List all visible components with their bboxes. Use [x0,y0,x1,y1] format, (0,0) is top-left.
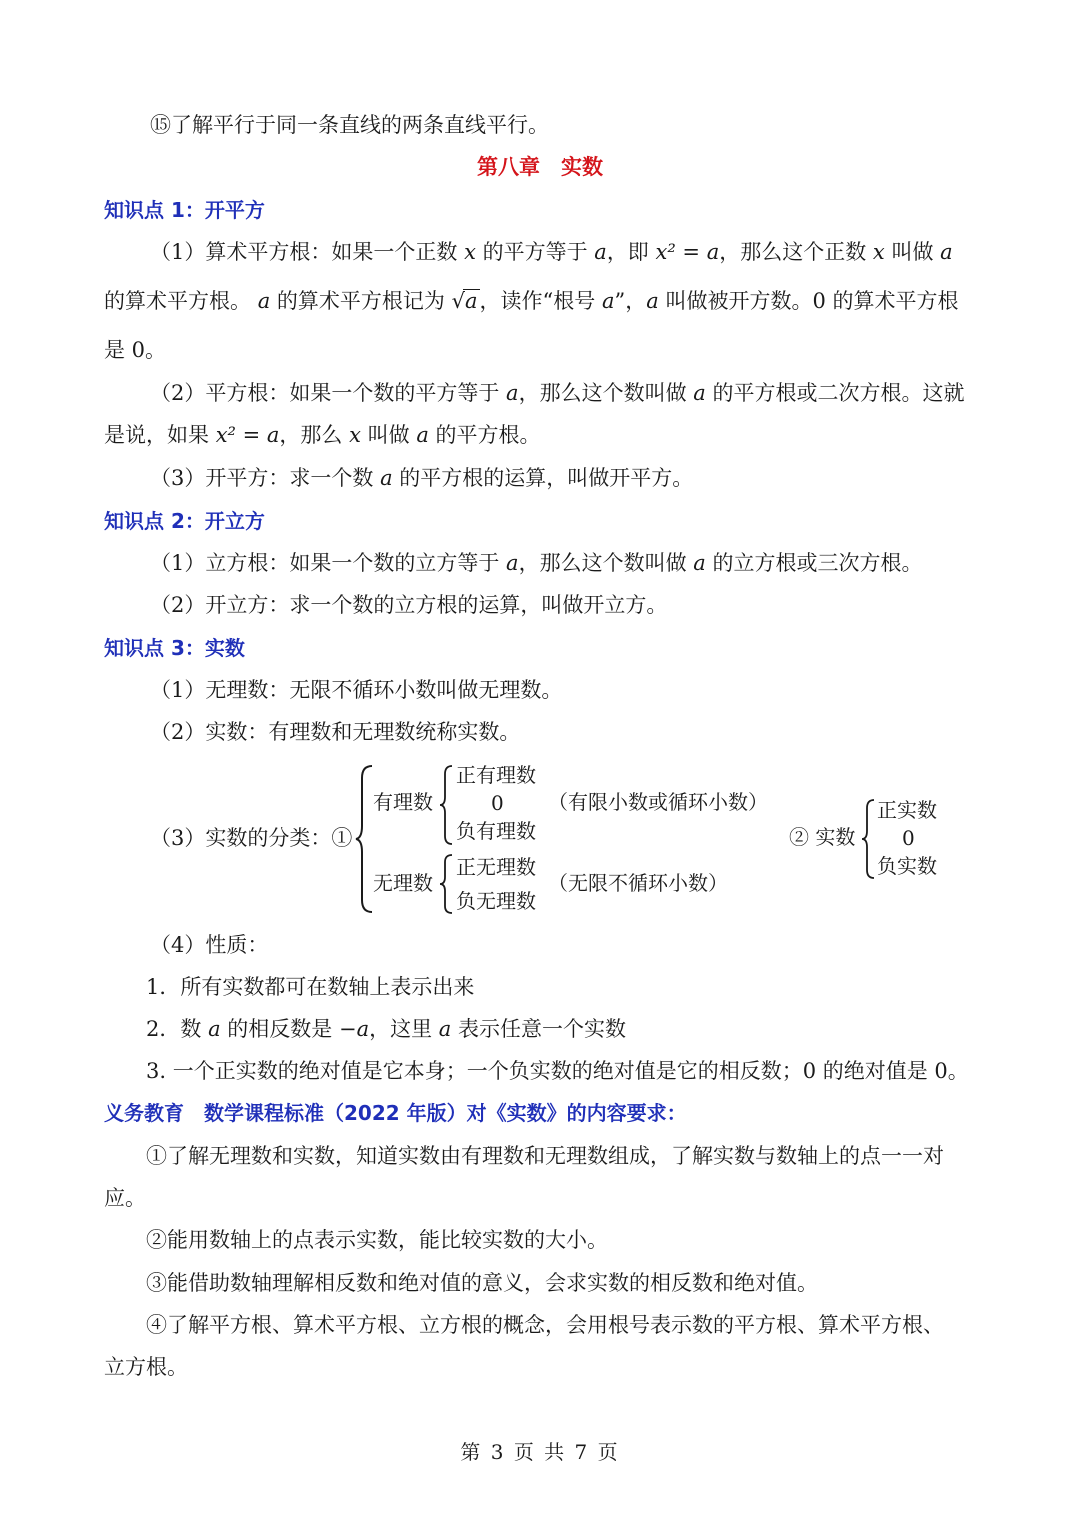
rational-note: （有限小数或循环小数） [548,790,768,814]
standard-heading: 义务教育 数学课程标准（2022 年版）对《实数》的内容要求： [104,1101,687,1125]
text: （3）开平方：求一个数 [150,466,374,490]
pos-rational: 正有理数 [456,763,536,787]
k1-p2-line2 [104,420,541,450]
text: ，读作“根号 [479,289,596,313]
math-x: x [464,240,476,264]
k1-p1-line2 [104,286,959,316]
pos-real: 正实数 [877,798,937,822]
classification-label: （3）实数的分类：① [150,826,353,850]
irrational-label: 无理数 [373,871,433,895]
text: 表示任意一个实数 [458,1017,626,1041]
text: 的算术平方根。 [104,289,251,313]
k1-p1-line3: 是 0。 [104,338,167,362]
k2-p2: （2）开立方：求一个数的立方根的运算，叫做开立方。 [150,593,668,617]
k1-p1-line1 [150,237,953,267]
text: 的相反数是 [227,1017,333,1041]
text: 的立方根或三次方根。 [712,551,923,575]
irrational-brace-icon [438,853,454,915]
math-equation: x² = a [655,240,720,264]
math-x: x [872,240,885,264]
text: 的平方等于 [482,240,588,264]
k1-p2-line1 [150,378,964,408]
math-a: a [693,381,706,405]
k3-heading: 知识点 3：实数 [104,636,245,660]
text: 叫做 [367,423,410,447]
rational-label: 有理数 [373,790,433,814]
neg-irrational: 负无理数 [456,889,536,913]
text: ，这里 [369,1017,433,1041]
text: 的算术平方根记为 [276,289,445,313]
text: 叫做被开方数。0 的算术平方根 [665,289,959,313]
text: ，那么这个数叫做 [518,381,687,405]
standard-r2: ②能用数轴上的点表示实数，能比较实数的大小。 [146,1228,608,1252]
chapter-title: 第八章 实数 [477,155,603,179]
k2-heading: 知识点 2：开立方 [104,509,265,533]
text: 2．数 [146,1017,202,1041]
text: 的平方根的运算，叫做开平方。 [399,466,694,490]
text: 叫做 [891,240,934,264]
k3-p1: （1）无理数：无限不循环小数叫做无理数。 [150,678,563,702]
k1-p3 [150,463,693,493]
pos-irrational: 正无理数 [456,855,536,879]
prop-2 [146,1014,626,1044]
standard-r4-line1: ④了解平方根、算术平方根、立方根的概念，会用根号表示数的平方根、算术平方根、 [146,1313,944,1337]
text: ，那么这个数叫做 [518,551,687,575]
irrational-note: （无限不循环小数） [548,871,728,895]
math-a: a [601,289,615,313]
text: ，那么这个正数 [719,240,867,264]
math-x: x [349,423,361,447]
math-a: a [594,240,607,264]
zero-real: 0 [902,826,915,850]
text: 是说，如果 [104,423,209,447]
k3-p4: （4）性质： [150,933,269,957]
real-brace-icon [860,798,876,880]
intro-item: ⑮了解平行于同一条直线的两条直线平行。 [150,113,549,137]
math-a: a [940,240,953,264]
k3-p2: （2）实数：有理数和无理数统称实数。 [150,720,521,744]
text: ，即 [606,240,649,264]
prop-3: 3. 一个正实数的绝对值是它本身；一个负实数的绝对值是它的相反数；0 的绝对值是 0。 [146,1059,969,1083]
text: ”， [614,289,647,313]
text: 的平方根或二次方根。这就 [712,381,965,405]
page-footer: 第 3 页 共 7 页 [460,1440,620,1464]
standard-r1-line2: 应。 [104,1186,146,1210]
radical-sign: √ [451,289,465,313]
text: （1）立方根：如果一个数的立方等于 [150,551,500,575]
zero-rational: 0 [491,791,504,815]
math-equation: x² = a [215,423,280,447]
standard-r3: ③能借助数轴理解相反数和绝对值的意义，会求实数的相反数和绝对值。 [146,1271,818,1295]
text: 的平方根。 [435,423,541,447]
text: ，那么 [279,423,343,447]
standard-r1-line1: ①了解无理数和实数，知道实数由有理数和无理数组成，了解实数与数轴上的点一一对 [146,1144,944,1168]
standard-r4-line2: 立方根。 [104,1355,188,1379]
math-a: a [208,1017,221,1041]
k1-heading: 知识点 1：开平方 [104,198,265,222]
neg-real: 负实数 [877,854,937,878]
math-a: a [646,289,659,313]
k2-p1 [150,548,922,578]
text: （2）平方根：如果一个数的平方等于 [150,381,500,405]
math-neg-a: −a [338,1017,370,1041]
rational-brace-icon [438,764,454,846]
math-a: a [506,381,519,405]
math-a: a [380,466,393,490]
math-a: a [416,423,429,447]
math-sqrt-a: a [464,289,478,313]
math-a: a [257,289,271,313]
math-a: a [438,1017,452,1041]
math-a: a [506,551,519,575]
math-a: a [693,551,706,575]
classification-2-label: ② 实数 [789,825,856,849]
neg-rational: 负有理数 [456,819,536,843]
text: （1）算术平方根：如果一个正数 [150,240,458,264]
prop-1: 1．所有实数都可在数轴上表示出来 [146,975,475,999]
